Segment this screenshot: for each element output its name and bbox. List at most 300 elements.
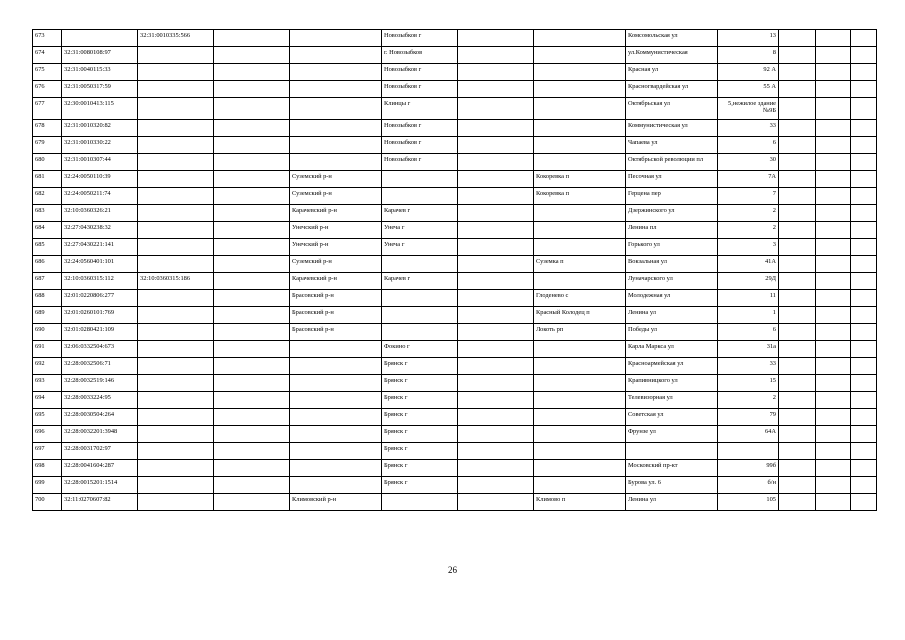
cell-city: Брянск г — [382, 375, 458, 392]
cell-city: Карачев г — [382, 273, 458, 290]
cell-extra-3 — [851, 154, 877, 171]
cell-settlement — [458, 81, 534, 98]
cell-cadastral-number: 32:31:0080108:97 — [62, 47, 138, 64]
cell-house-number: 5,нежилое здание №9Б — [718, 98, 779, 120]
cell-extra-1 — [779, 375, 816, 392]
cell-row-number: 688 — [33, 290, 62, 307]
cell-region — [214, 256, 290, 273]
cell-cadastral-number-2: 32:31:0010335:566 — [138, 30, 214, 47]
cell-row-number: 682 — [33, 188, 62, 205]
cell-village: Климово п — [534, 494, 626, 511]
table-row — [33, 98, 877, 120]
cell-house-number: 99б — [718, 460, 779, 477]
table-row — [33, 81, 877, 98]
cell-extra-3 — [851, 81, 877, 98]
cell-region — [214, 30, 290, 47]
cell-extra-3 — [851, 324, 877, 341]
cell-extra-2 — [816, 239, 851, 256]
property-table — [32, 29, 877, 511]
table-row — [33, 375, 877, 392]
cell-extra-2 — [816, 47, 851, 64]
cell-region — [214, 426, 290, 443]
cell-cadastral-number: 32:24:0050110:39 — [62, 171, 138, 188]
cell-region — [214, 409, 290, 426]
cell-row-number: 690 — [33, 324, 62, 341]
cell-district — [290, 47, 382, 64]
cell-region — [214, 392, 290, 409]
cell-district — [290, 137, 382, 154]
cell-settlement — [458, 205, 534, 222]
cell-city: Фокино г — [382, 341, 458, 358]
cell-settlement — [458, 341, 534, 358]
cell-street: Фрунзе ул — [626, 426, 718, 443]
cell-cadastral-number: 32:31:0050317:59 — [62, 81, 138, 98]
cell-city: Брянск г — [382, 409, 458, 426]
cell-extra-1 — [779, 81, 816, 98]
cell-settlement — [458, 222, 534, 239]
cell-row-number: 680 — [33, 154, 62, 171]
cell-region — [214, 120, 290, 137]
cell-extra-2 — [816, 222, 851, 239]
cell-cadastral-number: 32:28:0032201:3948 — [62, 426, 138, 443]
cell-extra-1 — [779, 256, 816, 273]
cell-street: Молодежная ул — [626, 290, 718, 307]
cell-region — [214, 494, 290, 511]
cell-settlement — [458, 171, 534, 188]
cell-cadastral-number: 32:28:0041604:287 — [62, 460, 138, 477]
cell-cadastral-number — [62, 30, 138, 47]
table-body — [33, 30, 877, 511]
cell-village — [534, 477, 626, 494]
cell-house-number: 30 — [718, 154, 779, 171]
cell-settlement — [458, 307, 534, 324]
cell-district — [290, 392, 382, 409]
cell-city: Унеча г — [382, 222, 458, 239]
table-row — [33, 256, 877, 273]
table-row — [33, 443, 877, 460]
cell-street: Коммунистическая ул — [626, 120, 718, 137]
cell-cadastral-number-2 — [138, 205, 214, 222]
cell-district — [290, 358, 382, 375]
cell-house-number: 2 — [718, 205, 779, 222]
cell-region — [214, 358, 290, 375]
table-row — [33, 460, 877, 477]
cell-row-number: 674 — [33, 47, 62, 64]
cell-street: Бурова ул. 6 — [626, 477, 718, 494]
table-row — [33, 120, 877, 137]
cell-region — [214, 375, 290, 392]
cell-extra-1 — [779, 324, 816, 341]
cell-region — [214, 443, 290, 460]
cell-house-number: 7 — [718, 188, 779, 205]
cell-village: Суземка п — [534, 256, 626, 273]
cell-extra-1 — [779, 188, 816, 205]
cell-extra-2 — [816, 171, 851, 188]
table-row — [33, 171, 877, 188]
cell-cadastral-number-2 — [138, 290, 214, 307]
cell-city: Брянск г — [382, 443, 458, 460]
cell-row-number: 675 — [33, 64, 62, 81]
cell-extra-2 — [816, 324, 851, 341]
table-row — [33, 205, 877, 222]
table-row — [33, 409, 877, 426]
cell-street: ул.Коммунистическая — [626, 47, 718, 64]
cell-district: Брасовский р-н — [290, 324, 382, 341]
cell-extra-1 — [779, 239, 816, 256]
cell-cadastral-number-2 — [138, 239, 214, 256]
cell-house-number: 7А — [718, 171, 779, 188]
cell-cadastral-number: 32:28:0032506:71 — [62, 358, 138, 375]
cell-street: Крапивницкого ул — [626, 375, 718, 392]
cell-street: Красноармейская ул — [626, 358, 718, 375]
cell-extra-3 — [851, 239, 877, 256]
cell-extra-2 — [816, 290, 851, 307]
cell-cadastral-number: 32:28:0031702:97 — [62, 443, 138, 460]
cell-house-number: 33 — [718, 120, 779, 137]
table-row — [33, 358, 877, 375]
cell-district — [290, 81, 382, 98]
cell-extra-2 — [816, 64, 851, 81]
cell-extra-3 — [851, 273, 877, 290]
table-row — [33, 47, 877, 64]
cell-city: Брянск г — [382, 460, 458, 477]
cell-cadastral-number-2 — [138, 409, 214, 426]
cell-settlement — [458, 273, 534, 290]
cell-cadastral-number-2 — [138, 307, 214, 324]
cell-city: Новозыбков г — [382, 64, 458, 81]
cell-cadastral-number: 32:30:0010413:115 — [62, 98, 138, 120]
cell-district — [290, 341, 382, 358]
cell-city — [382, 494, 458, 511]
cell-extra-1 — [779, 222, 816, 239]
cell-city: Брянск г — [382, 358, 458, 375]
cell-house-number: 79 — [718, 409, 779, 426]
cell-district: Брасовский р-н — [290, 290, 382, 307]
cell-cadastral-number: 32:28:0033224:95 — [62, 392, 138, 409]
cell-district: Брасовский р-н — [290, 307, 382, 324]
cell-city: Новозыбков г — [382, 81, 458, 98]
cell-region — [214, 290, 290, 307]
cell-region — [214, 460, 290, 477]
cell-extra-1 — [779, 341, 816, 358]
cell-cadastral-number-2 — [138, 222, 214, 239]
cell-district: Суземский р-н — [290, 188, 382, 205]
cell-extra-3 — [851, 494, 877, 511]
cell-village — [534, 392, 626, 409]
cell-extra-3 — [851, 205, 877, 222]
cell-district — [290, 426, 382, 443]
cell-extra-3 — [851, 222, 877, 239]
cell-row-number: 685 — [33, 239, 62, 256]
table-row — [33, 392, 877, 409]
cell-cadastral-number: 32:27:0430221:141 — [62, 239, 138, 256]
table-row — [33, 426, 877, 443]
cell-settlement — [458, 443, 534, 460]
cell-extra-2 — [816, 188, 851, 205]
cell-village: Локоть рп — [534, 324, 626, 341]
cell-cadastral-number-2 — [138, 171, 214, 188]
cell-extra-3 — [851, 460, 877, 477]
cell-settlement — [458, 375, 534, 392]
cell-house-number: 31а — [718, 341, 779, 358]
cell-city — [382, 290, 458, 307]
cell-extra-3 — [851, 98, 877, 120]
cell-region — [214, 341, 290, 358]
cell-extra-1 — [779, 120, 816, 137]
cell-street: Ленина ул — [626, 494, 718, 511]
cell-extra-2 — [816, 477, 851, 494]
cell-region — [214, 171, 290, 188]
cell-extra-2 — [816, 98, 851, 120]
cell-settlement — [458, 154, 534, 171]
cell-extra-2 — [816, 375, 851, 392]
cell-settlement — [458, 30, 534, 47]
cell-village — [534, 409, 626, 426]
cell-district — [290, 30, 382, 47]
cell-settlement — [458, 460, 534, 477]
cell-settlement — [458, 188, 534, 205]
cell-extra-2 — [816, 443, 851, 460]
cell-row-number: 689 — [33, 307, 62, 324]
cell-city: Новозыбков г — [382, 30, 458, 47]
cell-settlement — [458, 477, 534, 494]
cell-row-number: 686 — [33, 256, 62, 273]
cell-extra-1 — [779, 358, 816, 375]
cell-village — [534, 239, 626, 256]
table-row — [33, 188, 877, 205]
cell-row-number: 695 — [33, 409, 62, 426]
cell-village — [534, 81, 626, 98]
cell-settlement — [458, 290, 534, 307]
cell-extra-1 — [779, 98, 816, 120]
cell-region — [214, 98, 290, 120]
cell-district: Карачевский р-н — [290, 273, 382, 290]
cell-region — [214, 273, 290, 290]
cell-city — [382, 171, 458, 188]
cell-street — [626, 443, 718, 460]
cell-city: Брянск г — [382, 477, 458, 494]
cell-house-number: 33 — [718, 358, 779, 375]
cell-extra-1 — [779, 443, 816, 460]
cell-extra-1 — [779, 137, 816, 154]
cell-street: Герцена пер — [626, 188, 718, 205]
cell-cadastral-number-2 — [138, 392, 214, 409]
table-row — [33, 477, 877, 494]
cell-city: Клинцы г — [382, 98, 458, 120]
cell-extra-3 — [851, 290, 877, 307]
cell-extra-3 — [851, 256, 877, 273]
cell-cadastral-number: 32:01:0220806:277 — [62, 290, 138, 307]
cell-extra-1 — [779, 307, 816, 324]
cell-village — [534, 30, 626, 47]
cell-extra-1 — [779, 409, 816, 426]
cell-district: Климовский р-н — [290, 494, 382, 511]
cell-extra-1 — [779, 290, 816, 307]
table-row — [33, 494, 877, 511]
cell-extra-3 — [851, 392, 877, 409]
cell-extra-2 — [816, 460, 851, 477]
cell-cadastral-number: 32:01:0260101:769 — [62, 307, 138, 324]
table-row — [33, 324, 877, 341]
cell-extra-3 — [851, 443, 877, 460]
cell-cadastral-number: 32:28:0032519:146 — [62, 375, 138, 392]
cell-extra-2 — [816, 137, 851, 154]
cell-cadastral-number-2 — [138, 81, 214, 98]
cell-house-number — [718, 443, 779, 460]
cell-house-number: 92 А — [718, 64, 779, 81]
cell-cadastral-number-2 — [138, 460, 214, 477]
cell-row-number: 691 — [33, 341, 62, 358]
cell-village — [534, 154, 626, 171]
cell-house-number: 13 — [718, 30, 779, 47]
cell-street: Красногвардейская ул — [626, 81, 718, 98]
cell-house-number: 11 — [718, 290, 779, 307]
cell-extra-2 — [816, 256, 851, 273]
cell-street: Победы ул — [626, 324, 718, 341]
cell-cadastral-number: 32:11:0270607:82 — [62, 494, 138, 511]
page-number: 26 — [448, 565, 457, 575]
cell-house-number: 55 А — [718, 81, 779, 98]
cell-house-number: 6 — [718, 137, 779, 154]
cell-street: Ленина пл — [626, 222, 718, 239]
cell-street: Луначарского ул — [626, 273, 718, 290]
cell-street: Советская ул — [626, 409, 718, 426]
cell-city — [382, 256, 458, 273]
cell-street: Горького ул — [626, 239, 718, 256]
cell-cadastral-number-2: 32:10:0360315:186 — [138, 273, 214, 290]
cell-row-number: 694 — [33, 392, 62, 409]
cell-cadastral-number: 32:06:0332504:673 — [62, 341, 138, 358]
cell-cadastral-number-2 — [138, 443, 214, 460]
table-row — [33, 154, 877, 171]
cell-district — [290, 64, 382, 81]
cell-settlement — [458, 256, 534, 273]
cell-city: Карачев г — [382, 205, 458, 222]
cell-extra-3 — [851, 47, 877, 64]
cell-district: Суземский р-н — [290, 171, 382, 188]
cell-extra-3 — [851, 477, 877, 494]
cell-house-number: 29Д — [718, 273, 779, 290]
cell-extra-3 — [851, 30, 877, 47]
cell-street: Вокзальная ул — [626, 256, 718, 273]
cell-city — [382, 324, 458, 341]
table-row — [33, 273, 877, 290]
cell-village — [534, 205, 626, 222]
cell-settlement — [458, 64, 534, 81]
cell-house-number: б/н — [718, 477, 779, 494]
cell-extra-1 — [779, 426, 816, 443]
cell-house-number: 41А — [718, 256, 779, 273]
cell-cadastral-number: 32:28:0015201:1514 — [62, 477, 138, 494]
table-row — [33, 30, 877, 47]
cell-extra-3 — [851, 64, 877, 81]
cell-extra-3 — [851, 171, 877, 188]
cell-cadastral-number: 32:24:0050211:74 — [62, 188, 138, 205]
cell-row-number: 684 — [33, 222, 62, 239]
cell-village — [534, 137, 626, 154]
cell-row-number: 677 — [33, 98, 62, 120]
cell-district — [290, 443, 382, 460]
cell-region — [214, 64, 290, 81]
cell-district — [290, 98, 382, 120]
cell-city: Унеча г — [382, 239, 458, 256]
cell-extra-3 — [851, 120, 877, 137]
cell-cadastral-number-2 — [138, 324, 214, 341]
cell-cadastral-number-2 — [138, 64, 214, 81]
cell-cadastral-number-2 — [138, 477, 214, 494]
cell-village — [534, 273, 626, 290]
cell-extra-1 — [779, 460, 816, 477]
cell-district — [290, 120, 382, 137]
cell-extra-3 — [851, 307, 877, 324]
cell-street: Комсомольская ул — [626, 30, 718, 47]
cell-extra-3 — [851, 137, 877, 154]
cell-village — [534, 341, 626, 358]
cell-row-number: 673 — [33, 30, 62, 47]
cell-cadastral-number-2 — [138, 494, 214, 511]
cell-settlement — [458, 239, 534, 256]
cell-house-number: 2 — [718, 392, 779, 409]
cell-street: Октябрьской революции пл — [626, 154, 718, 171]
cell-row-number: 683 — [33, 205, 62, 222]
cell-settlement — [458, 358, 534, 375]
cell-extra-2 — [816, 341, 851, 358]
cell-row-number: 696 — [33, 426, 62, 443]
cell-settlement — [458, 494, 534, 511]
cell-row-number: 698 — [33, 460, 62, 477]
cell-cadastral-number: 32:10:0360326:21 — [62, 205, 138, 222]
cell-district: Суземский р-н — [290, 256, 382, 273]
cell-district — [290, 460, 382, 477]
cell-house-number: 64А — [718, 426, 779, 443]
cell-settlement — [458, 47, 534, 64]
cell-extra-1 — [779, 273, 816, 290]
cell-house-number: 15 — [718, 375, 779, 392]
cell-region — [214, 477, 290, 494]
cell-village — [534, 98, 626, 120]
cell-city: Брянск г — [382, 392, 458, 409]
cell-cadastral-number-2 — [138, 137, 214, 154]
cell-extra-2 — [816, 205, 851, 222]
cell-house-number: 6 — [718, 324, 779, 341]
cell-extra-1 — [779, 64, 816, 81]
cell-extra-1 — [779, 494, 816, 511]
cell-village — [534, 426, 626, 443]
cell-house-number: 3 — [718, 239, 779, 256]
cell-street: Телевизорная ул — [626, 392, 718, 409]
cell-extra-2 — [816, 120, 851, 137]
cell-settlement — [458, 137, 534, 154]
cell-region — [214, 154, 290, 171]
cell-row-number: 679 — [33, 137, 62, 154]
cell-extra-1 — [779, 47, 816, 64]
cell-village — [534, 64, 626, 81]
cell-cadastral-number-2 — [138, 426, 214, 443]
cell-cadastral-number-2 — [138, 256, 214, 273]
cell-village: Кокоревка п — [534, 171, 626, 188]
table-row — [33, 239, 877, 256]
cell-street: Ленина ул — [626, 307, 718, 324]
table-row — [33, 222, 877, 239]
cell-street: Карла Маркса ул — [626, 341, 718, 358]
cell-settlement — [458, 324, 534, 341]
cell-street: Красная ул — [626, 64, 718, 81]
cell-settlement — [458, 120, 534, 137]
cell-cadastral-number-2 — [138, 341, 214, 358]
cell-street: Чапаева ул — [626, 137, 718, 154]
cell-extra-1 — [779, 154, 816, 171]
cell-extra-1 — [779, 205, 816, 222]
